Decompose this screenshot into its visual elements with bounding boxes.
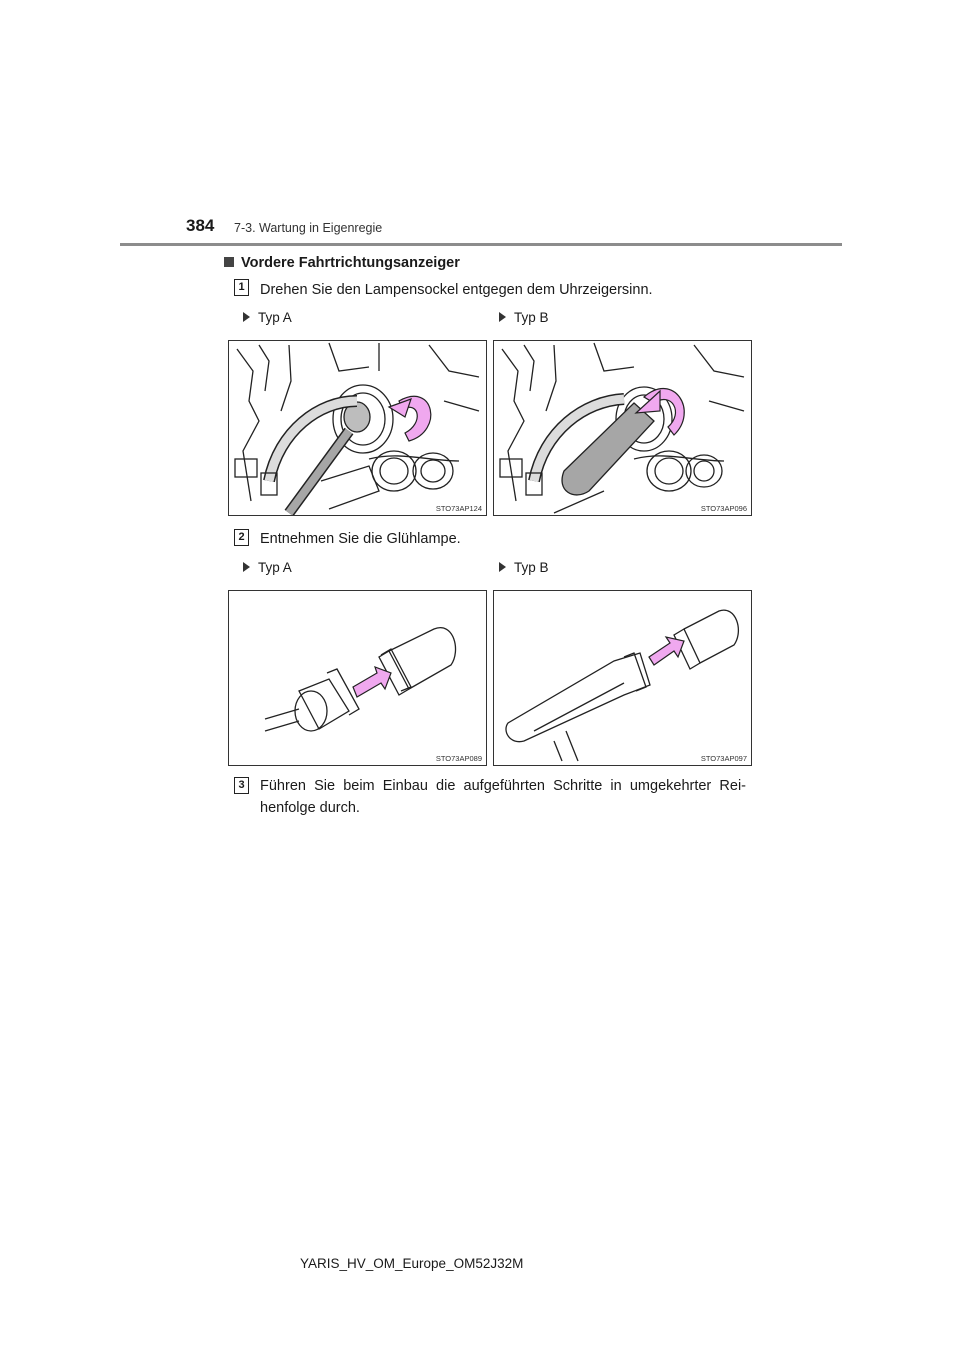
type-label-step1-a [243,310,292,325]
triangle-bullet-icon [499,312,506,322]
step-3-text: Führen Sie beim Einbau die aufgeführten Schritte in umgekehrter Rei- henfolge durch. [260,778,746,816]
bulb-removal-illustration-a [229,591,486,765]
step-number-3: 3 [234,777,249,794]
figure-code: STO73AP097 [700,754,747,763]
type-label-step2-a [243,560,292,575]
document-footer: YARIS_HV_OM_Europe_OM52J32M [300,1256,524,1271]
triangle-bullet-icon [499,562,506,572]
triangle-bullet-icon [243,562,250,572]
figure-step1-type-b [493,340,752,516]
figure-step2-type-a [228,590,487,766]
step-2-text: Entnehmen Sie die Glühlampe. [260,531,461,547]
step-number-2: 2 [234,529,249,546]
type-label-step2-b [499,560,549,575]
page-number: 384 [186,216,215,235]
type-label-text: Typ A [258,310,292,325]
figure-step2-type-b [493,590,752,766]
lamp-socket-illustration-b [494,341,751,515]
figure-code: STO73AP089 [435,754,482,763]
step-1-text: Drehen Sie den Lampensockel entgegen dem Uhrzeigersinn. [260,282,653,298]
lamp-socket-illustration-a [229,341,486,515]
subsection-heading-text: Vordere Fahrtrichtungsanzeiger [241,255,460,271]
square-bullet-icon [224,257,234,267]
figure-step1-type-a [228,340,487,516]
triangle-bullet-icon [243,312,250,322]
type-label-text: Typ B [514,560,549,575]
subsection-heading [224,255,460,271]
type-label-text: Typ A [258,560,292,575]
figure-code: STO73AP124 [435,504,482,513]
type-label-step1-b [499,310,549,325]
type-label-text: Typ B [514,310,549,325]
header-rule [120,243,842,246]
figure-code: STO73AP096 [700,504,747,513]
bulb-removal-illustration-b [494,591,751,765]
section-title: 7-3. Wartung in Eigenregie [234,221,383,235]
step-number-1: 1 [234,279,249,296]
